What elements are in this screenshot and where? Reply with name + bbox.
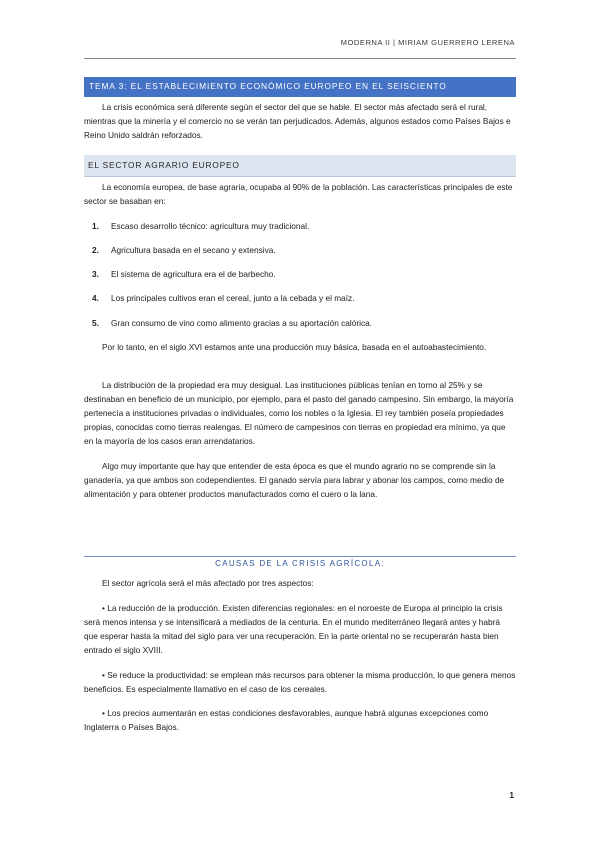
intro-paragraph: La crisis económica será diferente según el sector del que se hable. El sector más afectado será el rural, mientras que la minería y el comercio no se verán tan perjudicados. Además, algunos estados como Países Bajos e Reino Unido saldrán reforzados. (84, 102, 511, 140)
causes-point-3: • Los precios aumentarán en estas condiciones desfavorables, aunque habrá algunas excepciones como Inglaterra o Países Bajos. (84, 708, 489, 732)
list-item-text: Los principales cultivos eran el cereal, junto a la cebada y el maíz. (111, 293, 355, 303)
header-divider (84, 58, 516, 59)
list-item-number: 4. (92, 293, 99, 303)
list-item-text: Agricultura basada en el secano y extensiva. (111, 245, 276, 255)
list-item-number: 5. (92, 318, 99, 328)
section-heading-bar (84, 155, 516, 177)
agrario-paragraph-3: La distribución de la propiedad era muy desigual. Las instituciones públicas tenían en torno al 25% y se destinaban en beneficio de un municipio, por ejemplo, para el pasto del ganado campesino. Sin embargo, la mayoría pertenecía a instituciones privadas o individuales, como los nobles o la Iglesia. El rey también poseía propiedades propias, conocidas como tierras realengas. El número de campesinos con tierras en propiedad era mínimo, ya que en la mayoría de los casos eran arrendatarios. (84, 380, 514, 446)
list-item-number: 1. (92, 221, 99, 231)
running-header: MODERNA II | MIRIAM GUERRERO LERENA (340, 38, 515, 47)
causes-heading: CAUSAS DE LA CRISIS AGRÍCOLA: (215, 559, 385, 568)
list-item-number: 3. (92, 269, 99, 279)
chapter-title-bar (84, 77, 516, 97)
section-heading: EL SECTOR AGRARIO EUROPEO (88, 160, 240, 170)
causes-point-2: • Se reduce la productividad: se emplean más recursos para obtener la misma producción, lo que genera menos beneficios. Es especialmente llamativo en el caso de los cereales. (84, 670, 516, 694)
causes-divider (84, 556, 516, 557)
list-item (92, 268, 516, 280)
agrario-paragraph-4: Algo muy importante que hay que entender de esta época es que el mundo agrario no se comprende sin la ganadería, ya que ambos son codependientes. El ganado servía para labrar y abonar los campos, como medio de alimentación y para obtener productos manufacturados como el cuero o la lana. (84, 461, 505, 499)
page-number: 1 (509, 790, 514, 800)
causes-intro: El sector agrícola será el más afectado por tres aspectos: (102, 578, 314, 588)
agrario-paragraph-2: Por lo tanto, en el siglo XVI estamos ante una producción muy básica, basada en el autoabastecimiento. (102, 342, 487, 352)
list-item-text: El sistema de agricultura era el de barbecho. (111, 269, 276, 279)
list-item-text: Gran consumo de vino como alimento gracias a su aportación calórica. (111, 318, 373, 328)
list-item (92, 220, 516, 232)
list-item-number: 2. (92, 245, 99, 255)
causes-point-1: • La reducción de la producción. Existen diferencias regionales: en el noroeste de Europa al principio la crisis será menos intensa y se intensificará a mediados de la centuria. En el mundo mediterráneo llegará antes y habrá que esperar hasta la mitad del siglo para ver una recuperación. En la parte oriental no se recuperarán hasta bien entrado el siglo XVIII. (84, 603, 503, 655)
agrario-paragraph-1: La economía europea, de base agraria, ocupaba al 90% de la población. Las características principales de este sector se basaban en: (84, 182, 513, 206)
list-item (92, 317, 516, 329)
chapter-title: TEMA 3: EL ESTABLECIMIENTO ECONÓMICO EUROPEO EN EL SEISCIENTO (89, 81, 447, 91)
list-item (92, 292, 516, 304)
list-item (92, 244, 516, 256)
list-item-text: Escaso desarrollo técnico: agricultura muy tradicional. (111, 221, 310, 231)
